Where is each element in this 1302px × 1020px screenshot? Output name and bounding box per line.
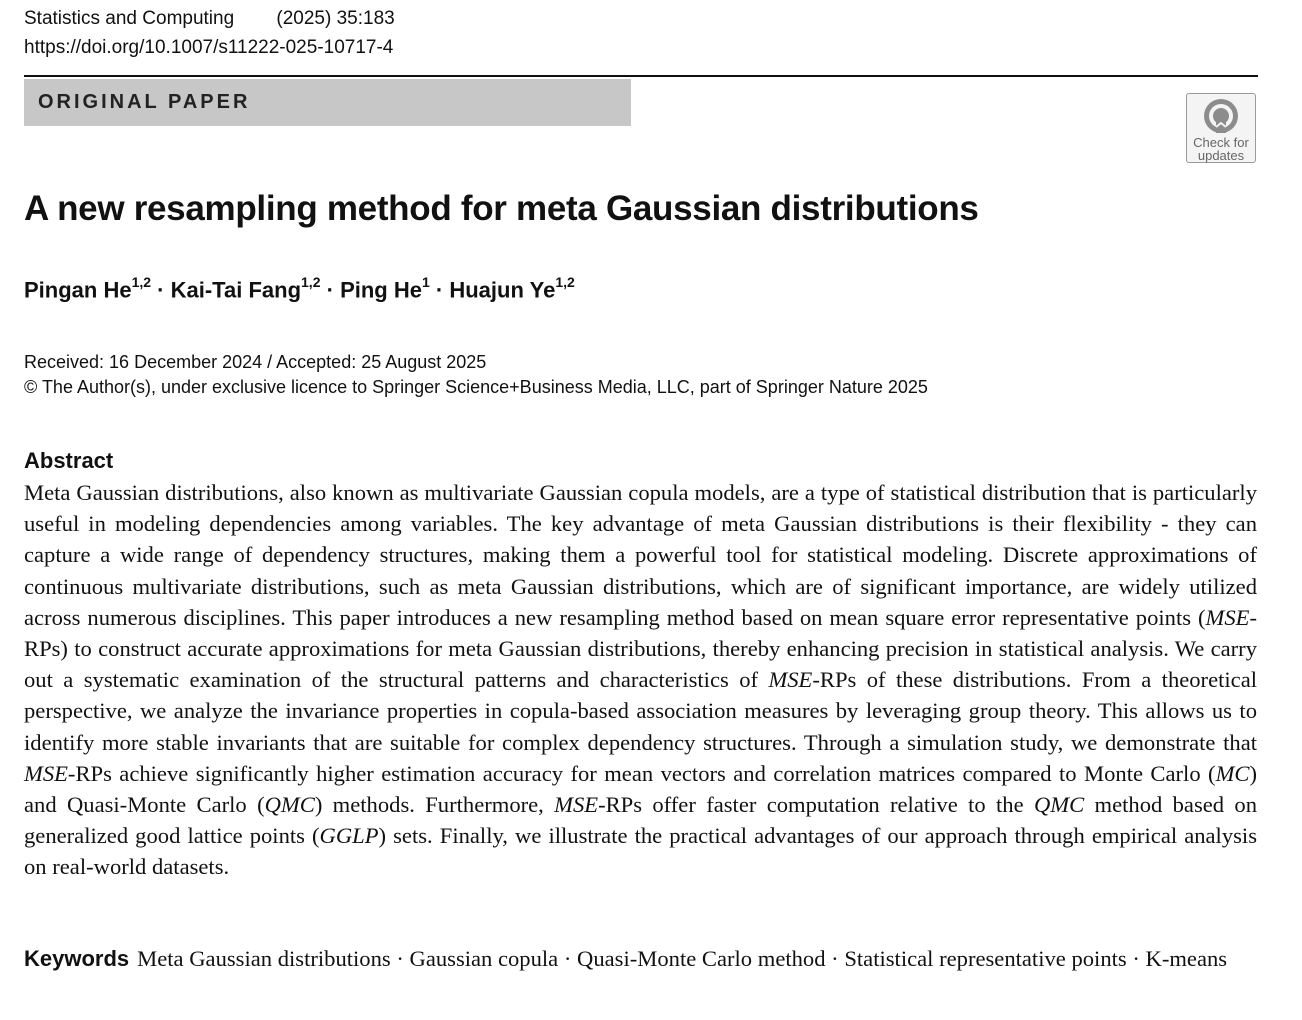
author-list [24,276,575,303]
author-separator: · [157,277,165,303]
paper-title: A new resampling method for meta Gaussian distributions [24,189,979,228]
paper-type-label: ORIGINAL PAPER [38,91,251,113]
author-affiliation: 1 [421,274,430,290]
check-for-updates-badge[interactable] [1186,93,1256,163]
doi-link[interactable]: https://doi.org/10.1007/s11222-025-10717-4 [24,37,394,58]
math-term: MSE [1205,604,1250,630]
journal-name: Statistics and Computing [24,8,235,29]
author-separator: · [435,277,444,303]
math-term: GGLP [319,823,379,849]
paper-type-banner [24,79,631,126]
author-name[interactable]: Ping He [340,277,422,303]
keywords-section [24,943,1257,974]
copyright-notice: © The Author(s), under exclusive licence to Springer Science+Business Media, LLC, part of Springer Nature 2025 [24,377,928,397]
math-term: QMC [264,792,315,818]
check-updates-icon [1202,97,1240,135]
author-name[interactable]: Kai-Tai Fang [170,277,302,303]
received-accepted-dates: Received: 16 December 2024 / Accepted: 25 August 2025 [24,352,487,372]
abstract-text: Meta Gaussian distributions, also known as multivariate Gaussian copula models, are a type of statistical distribution that is particularly useful in modeling dependencies among variables. The key advantage of meta Gaussian distributions is their flexibility - they can capture a wide range of dependency structures, making them a powerful tool for statistical modeling. Discrete approximations of continuous multivariate distributions, such as meta Gaussian distributions, which are of significant importance, are widely utilized across numerous disciplines. This paper introduces a new resampling method based on mean square error representative points (MSE-RPs) to construct accurate approximations for meta Gaussian distributions, thereby enhancing precision in statistical analysis. We carry out a systematic examination of the structural patterns and characteristics of MSE-RPs of these distributions. From a theoretical perspective, we analyze the invariance properties in copula-based association measures by leveraging group theory. This allows us to identify more stable invariants that are suitable for complex dependency structures. Through a simulation study, we demonstrate that MSE-RPs achieve significantly higher estimation accuracy for mean vectors and correlation matrices compared to Monte Carlo (MC) and Quasi-Monte Carlo (QMC) methods. Furthermore, MSE-RPs offer faster computation relative to the QMC method based on generalized good lattice points (GGLP) sets. Finally, we illustrate the practical advantages of our approach through empirical analysis on real-world datasets. [24,480,1258,880]
keywords-label: Keywords [24,946,130,971]
math-term: MSE [768,667,813,693]
math-term: QMC [1033,792,1085,818]
author-affiliation: 1,2 [131,274,152,290]
journal-citation [24,8,395,30]
author-affiliation: 1,2 [301,274,321,290]
header-rule [24,75,1258,77]
math-term: MSE [554,792,599,818]
math-term: MC [1215,760,1250,786]
abstract-heading: Abstract [24,448,114,473]
author-affiliation: 1,2 [555,274,575,290]
math-term: MSE [24,760,68,786]
author-name[interactable]: Pingan He [24,277,132,303]
check-updates-label: Check for updates [1193,135,1249,163]
author-separator: · [326,277,334,303]
journal-volume: (2025) 35:183 [276,8,395,29]
author-name[interactable]: Huajun Ye [449,277,556,303]
keywords-list: Meta Gaussian distributions · Gaussian copula · Quasi-Monte Carlo method · Statistical representative points · K-means [137,946,1228,971]
